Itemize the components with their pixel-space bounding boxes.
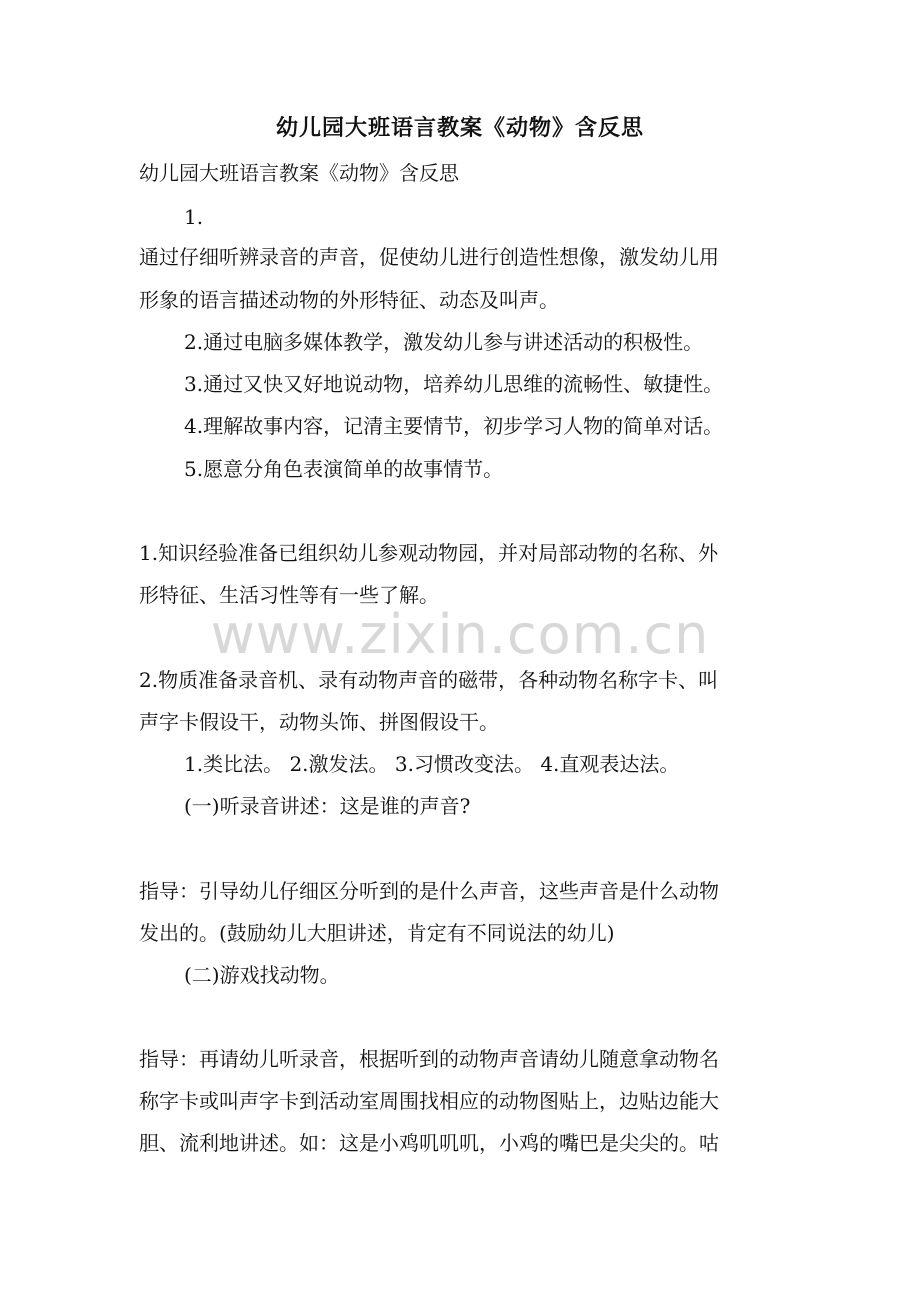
- objective-4: 4.理解故事内容，记清主要情节，初步学习人物的简单对话。: [184, 414, 724, 438]
- section-1-heading: (一)听录音讲述：这是谁的声音?: [184, 794, 471, 818]
- watermark-text: www.zixin.com.cn: [210, 603, 710, 666]
- section-2-heading: (二)游戏找动物。: [184, 963, 340, 987]
- preparation-2: 2.物质准备录音机、录有动物声音的磁带，各种动物名称字卡、叫: [139, 668, 719, 692]
- methods-line: 1.类比法。 2.激发法。 3.习惯改变法。 4.直观表达法。: [184, 752, 680, 776]
- guidance-2-cont: 称字卡或叫声字卡到活动室周围找相应的动物图贴上，边贴边能大: [139, 1089, 719, 1113]
- preparation-2-cont: 声字卡假设干，动物头饰、拼图假设干。: [139, 710, 499, 734]
- objective-1-number: 1.: [184, 205, 204, 229]
- document-title: 幼儿园大班语言教案《动物》含反思: [275, 115, 644, 141]
- guidance-2-cont: 胆、流利地讲述。如：这是小鸡叽叽叽，小鸡的嘴巴是尖尖的。咕: [139, 1131, 719, 1155]
- objective-5: 5.愿意分角色表演简单的故事情节。: [184, 457, 504, 481]
- guidance-1: 指导：引导幼儿仔细区分听到的是什么声音，这些声音是什么动物: [139, 879, 719, 903]
- guidance-1-cont: 发出的。(鼓励幼儿大胆讲述，肯定有不同说法的幼儿): [139, 921, 615, 945]
- preparation-1-cont: 形特征、生活习性等有一些了解。: [139, 583, 439, 607]
- paragraph-line: 通过仔细听辨录音的声音，促使幼儿进行创造性想像，激发幼儿用: [139, 245, 719, 269]
- objective-2: 2.通过电脑多媒体教学，激发幼儿参与讲述活动的积极性。: [184, 330, 704, 354]
- paragraph-line: 形象的语言描述动物的外形特征、动态及叫声。: [139, 288, 559, 312]
- objective-3: 3.通过又快又好地说动物，培养幼儿思维的流畅性、敏捷性。: [184, 372, 724, 396]
- guidance-2: 指导：再请幼儿听录音，根据听到的动物声音请幼儿随意拿动物名: [139, 1047, 719, 1071]
- preparation-1: 1.知识经验准备已组织幼儿参观动物园，并对局部动物的名称、外: [139, 541, 719, 565]
- subtitle-line: 幼儿园大班语言教案《动物》含反思: [139, 161, 459, 185]
